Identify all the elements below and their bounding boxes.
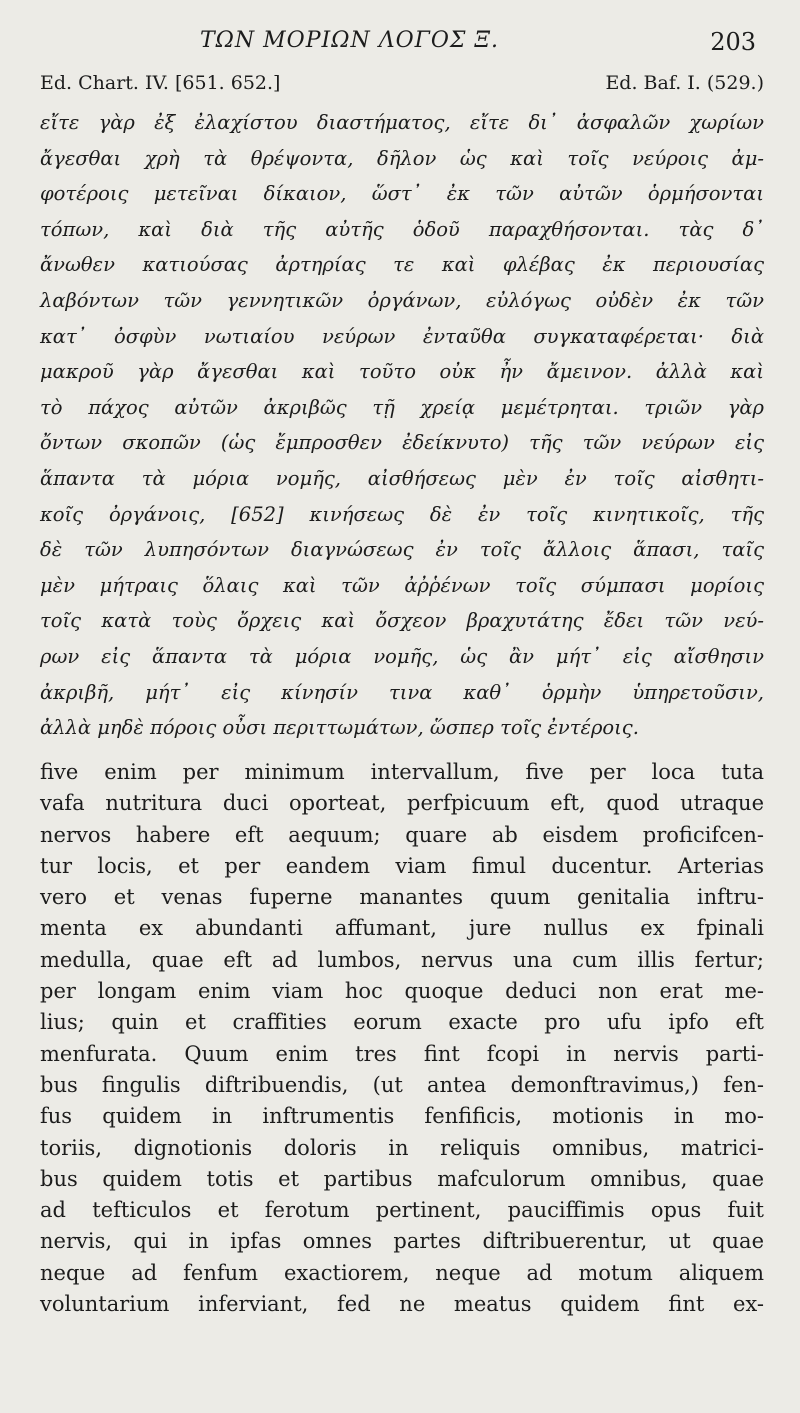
greek-text-line: λαβόντων τῶν γεννητικῶν ὀργάνων, εὐλόγως οὐδὲν ἐκ τῶν [40,288,764,312]
latin-text-line: vero et venas fuperne manantes quum genitalia inftru- [40,885,764,910]
latin-text-line: neque ad fenfum exactiorem, neque ad motum aliquem [40,1260,764,1285]
latin-text-line: lius; quin et craffities eorum exacte pro ufu ipfo eft [40,1010,764,1035]
latin-text-line: menfurata. Quum enim tres fint fcopi in nervis parti- [40,1041,764,1066]
latin-text-line: bus fingulis diftribuendis, (ut antea demonftravimus,) fen- [40,1072,764,1097]
latin-text-line: medulla, quae eft ad lumbos, nervus una cum illis fertur; [40,947,764,972]
greek-text-line: μακροῦ γὰρ ἄγεσθαι καὶ τοῦτο οὐκ ἦν ἄμεινον. ἀλλὰ καὶ [40,360,764,384]
greek-text-line: τοῖς κατὰ τοὺς ὄρχεις καὶ ὄσχεον βραχυτάτης ἔδει τῶν νεύ- [40,609,764,633]
greek-text-line: τὸ πάχος αὐτῶν ἀκριβῶς τῇ χρείᾳ μεμέτρηται. τριῶν γὰρ [40,395,764,419]
greek-text-line: κατ᾽ ὀσφὺν νωτιαίου νεύρων ἐνταῦθα συγκαταφέρεται· διὰ [40,324,764,348]
greek-text-line: ὄντων σκοπῶν (ὡς ἔμπροσθεν ἐδείκνυτο) τῆς τῶν νεύρων εἰς [40,431,764,455]
edition-reference-chartier: Ed. Chart. IV. [651. 652.] [40,72,281,94]
latin-text-line: five enim per minimum intervallum, five per loca tuta [40,760,764,784]
latin-text-line: bus quidem totis et partibus mafculorum omnibus, quae [40,1166,764,1191]
latin-text-line: toriis, dignotionis doloris in reliquis omnibus, matrici- [40,1135,764,1160]
latin-text-line: nervos habere eft aequum; quare ab eisdem proficifcen- [40,822,764,847]
page-header [0,28,800,68]
latin-translation-block [40,757,764,1320]
greek-text-line: ἄγεσθαι χρὴ τὰ θρέψοντα, δῆλον ὡς καὶ τοῖς νεύροις ἀμ- [40,146,764,170]
greek-text-line: ἀκριβῆ, μήτ᾽ εἰς κίνησίν τινα καθ᾽ ὁρμὴν ὑπηρετοῦσιν, [40,680,764,704]
edition-reference-line [40,72,764,102]
latin-text-line: menta ex abundanti affumant, jure nullus ex fpinali [40,916,764,941]
latin-text-line: vafa nutritura duci oporteat, perfpicuum eft, quod utraque [40,791,764,816]
greek-text-line: τόπων, καὶ διὰ τῆς αὐτῆς ὁδοῦ παραχθήσονται. τὰς δ᾽ [40,217,764,241]
page-number: 203 [710,28,756,56]
edition-reference-basel: Ed. Baf. I. (529.) [605,72,764,94]
latin-text-line: per longam enim viam hoc quoque deduci non erat me- [40,979,764,1004]
running-title: ΤΩΝ ΜΟΡΙΩΝ ΛΟΓΟΣ Ξ. [200,28,499,53]
latin-text-line: fus quidem in inftrumentis fenfificis, motionis in mo- [40,1104,764,1129]
latin-text-line: voluntarium inferviant, fed ne meatus quidem fint ex- [40,1292,764,1317]
greek-text-line: εἴτε γὰρ ἐξ ἐλαχίστου διαστήματος, εἴτε δι᾽ ἀσφαλῶν χωρίων [40,111,764,134]
latin-text-line: nervis, qui in ipfas omnes partes diftribuerentur, ut quae [40,1229,764,1254]
greek-text-block [40,105,764,746]
greek-text-line: ἄνωθεν κατιούσας ἀρτηρίας τε καὶ φλέβας ἐκ περιουσίας [40,253,764,277]
greek-text-line: ἀλλὰ μηδὲ πόροις οὖσι περιττωμάτων, ὥσπερ τοῖς ἐντέροις. [40,716,639,740]
greek-text-line: δὲ τῶν λυπησόντων διαγνώσεως ἐν τοῖς ἄλλοις ἅπασι, ταῖς [40,538,764,562]
greek-text-line: ἅπαντα τὰ μόρια νομῆς, αἰσθήσεως μὲν ἐν τοῖς αἰσθητι- [40,466,764,490]
latin-text-line: tur locis, et per eandem viam fimul ducentur. Arterias [40,853,764,878]
greek-text-line: μὲν μήτραις ὅλαις καὶ τῶν ἀῤῥένων τοῖς σύμπασι μορίοις [40,573,764,597]
greek-text-line: κοῖς ὀργάνοις, [652] κινήσεως δὲ ἐν τοῖς κινητικοῖς, τῆς [40,502,764,526]
greek-text-line: φοτέροις μετεῖναι δίκαιον, ὥστ᾽ ἐκ τῶν αὐτῶν ὁρμήσονται [40,182,764,206]
latin-text-line: ad tefticulos et ferotum pertinent, pauciffimis opus fuit [40,1198,764,1223]
greek-text-line: ρων εἰς ἅπαντα τὰ μόρια νομῆς, ὡς ἂν μήτ᾽ εἰς αἴσθησιν [40,644,764,668]
